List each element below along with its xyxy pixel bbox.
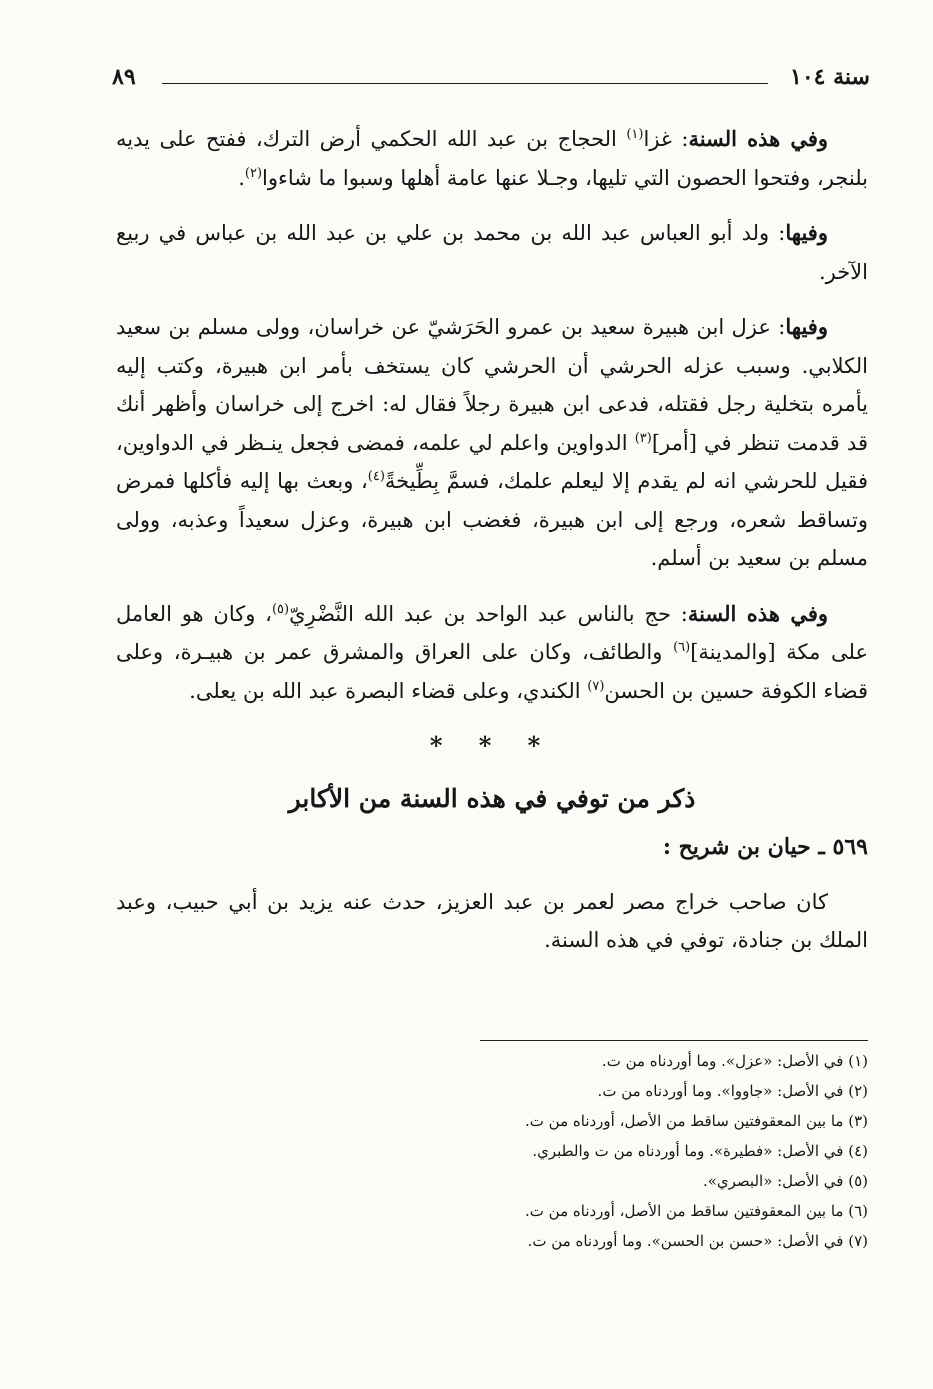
biography-heading: ٥٦٩ ـ حيان بن شريح :: [662, 834, 868, 860]
footnote-marker: (٣): [634, 430, 652, 446]
paragraph-text: : حج بالناس عبد الواحد بن عبد الله النَّضْرِيّ: [289, 601, 688, 626]
footnote-marker: (١): [626, 127, 644, 142]
paragraph-text: الكندي، وعلى قضاء البصرة عبد الله بن يعلى.: [189, 678, 588, 703]
paragraph-lead: وفيها: [785, 220, 828, 245]
paragraph-pilgrimage: [116, 595, 868, 711]
paragraph-text: الدواوين واعلم لي علمه، فمضى فجعل ينـظر في الدواوين، فقيل للحرشي انه لم يقدم إلا ليعلم علمك، فسمَّ بِطِّيخةً: [116, 430, 868, 493]
paragraph-lead: وفي هذه السنة: [688, 126, 828, 151]
section-separator: * * *: [429, 731, 555, 760]
footnote-item: (١) في الأصل: «عزل». وما أوردناه من ت.: [601, 1052, 868, 1070]
page-header: [112, 60, 870, 100]
footnote-rule: [480, 1040, 868, 1041]
paragraph-text: : ولد أبو العباس عبد الله بن محمد بن علي بن عبد الله بن عباس في ربيع الآخر.: [116, 221, 868, 284]
paragraph-dismissal: [116, 308, 868, 578]
footnote-marker: (٧): [587, 678, 605, 694]
footnote-item: (٦) ما بين المعقوفتين ساقط من الأصل، أوردناه من ت.: [525, 1202, 868, 1220]
paragraph-campaign: [116, 120, 868, 197]
paragraph-text: ، وبعث بها إليه فأكلها فمرض وتساقط شعره، ورجع إلى ابن هبيرة، فغضب ابن هبيرة، وعزل سعيداً وعذبه، وولى مسلم بن سعيد بن أسلم.: [116, 469, 868, 570]
footnote-item: (٧) في الأصل: «حسن بن الحسن». وما أوردناه من ت.: [527, 1232, 868, 1250]
footnote-item: (٤) في الأصل: «فطيرة». وما أوردناه من ت والطبري.: [532, 1142, 868, 1160]
footnote-marker: (٦): [673, 640, 691, 655]
footnote-item: (٣) ما بين المعقوفتين ساقط من الأصل، أوردناه من ت.: [525, 1112, 868, 1130]
section-title: ذكر من توفي في هذه السنة من الأكابر: [288, 783, 696, 813]
footnote-marker: (٥): [271, 601, 290, 617]
paragraph-lead: وفيها: [785, 314, 828, 339]
page-number: ٨٩: [112, 64, 136, 90]
main-text: [116, 120, 868, 977]
paragraph-birth: [116, 214, 868, 291]
paragraph-text: الحجاج بن عبد الله الحكمي أرض الترك، ففتح على يديه بلنجر، وفتحوا الحصون التي تليها، وجـلا عنها عامة أهلها وسبوا ما شاءوا: [116, 127, 868, 190]
footnote-marker: (٤): [367, 469, 385, 484]
header-rule: [162, 83, 768, 84]
footnote-item: (٥) في الأصل: «البصري».: [702, 1172, 868, 1190]
paragraph-lead: وفي هذه السنة: [687, 600, 829, 626]
paragraph-text: والطائف، وكان على العراق والمشرق عمر بن هبيـرة، وعلى قضاء الكوفة حسين بن الحسن: [116, 640, 868, 703]
paragraph-text: : غزا: [643, 127, 689, 151]
footnotes: [116, 1046, 868, 1256]
footnote-item: (٢) في الأصل: «جاووا». وما أوردناه من ت.: [597, 1082, 868, 1100]
running-head: سنة ١٠٤: [790, 64, 870, 90]
paragraph-text: ، وكان هو العامل على مكة [والمدينة]: [116, 601, 869, 664]
biography-text: كان صاحب خراج مصر لعمر بن عبد العزيز، حدث عنه يزيد بن أبي حبيب، وعبد الملك بن جنادة، توفي في هذه السنة.: [116, 889, 868, 952]
footnote-marker: (٢): [244, 165, 263, 181]
paragraph-text: : عزل ابن هبيرة سعيد بن عمرو الحَرَشيّ عن خراسان، وولى مسلم بن سعيد الكلابي. وسبب عزله الحرشي أن الحرشي كان يستخف بأمر ابن هبيرة، وكتب إليه يأمره بتخلية رجل فقتله، فدعى ابن هبيرة رجلاً فقال له: اخرج إلى خراسان وأظهر أنك قد قدمت تنظر في [أمر]: [116, 315, 868, 455]
paragraph-text: .: [238, 165, 245, 190]
